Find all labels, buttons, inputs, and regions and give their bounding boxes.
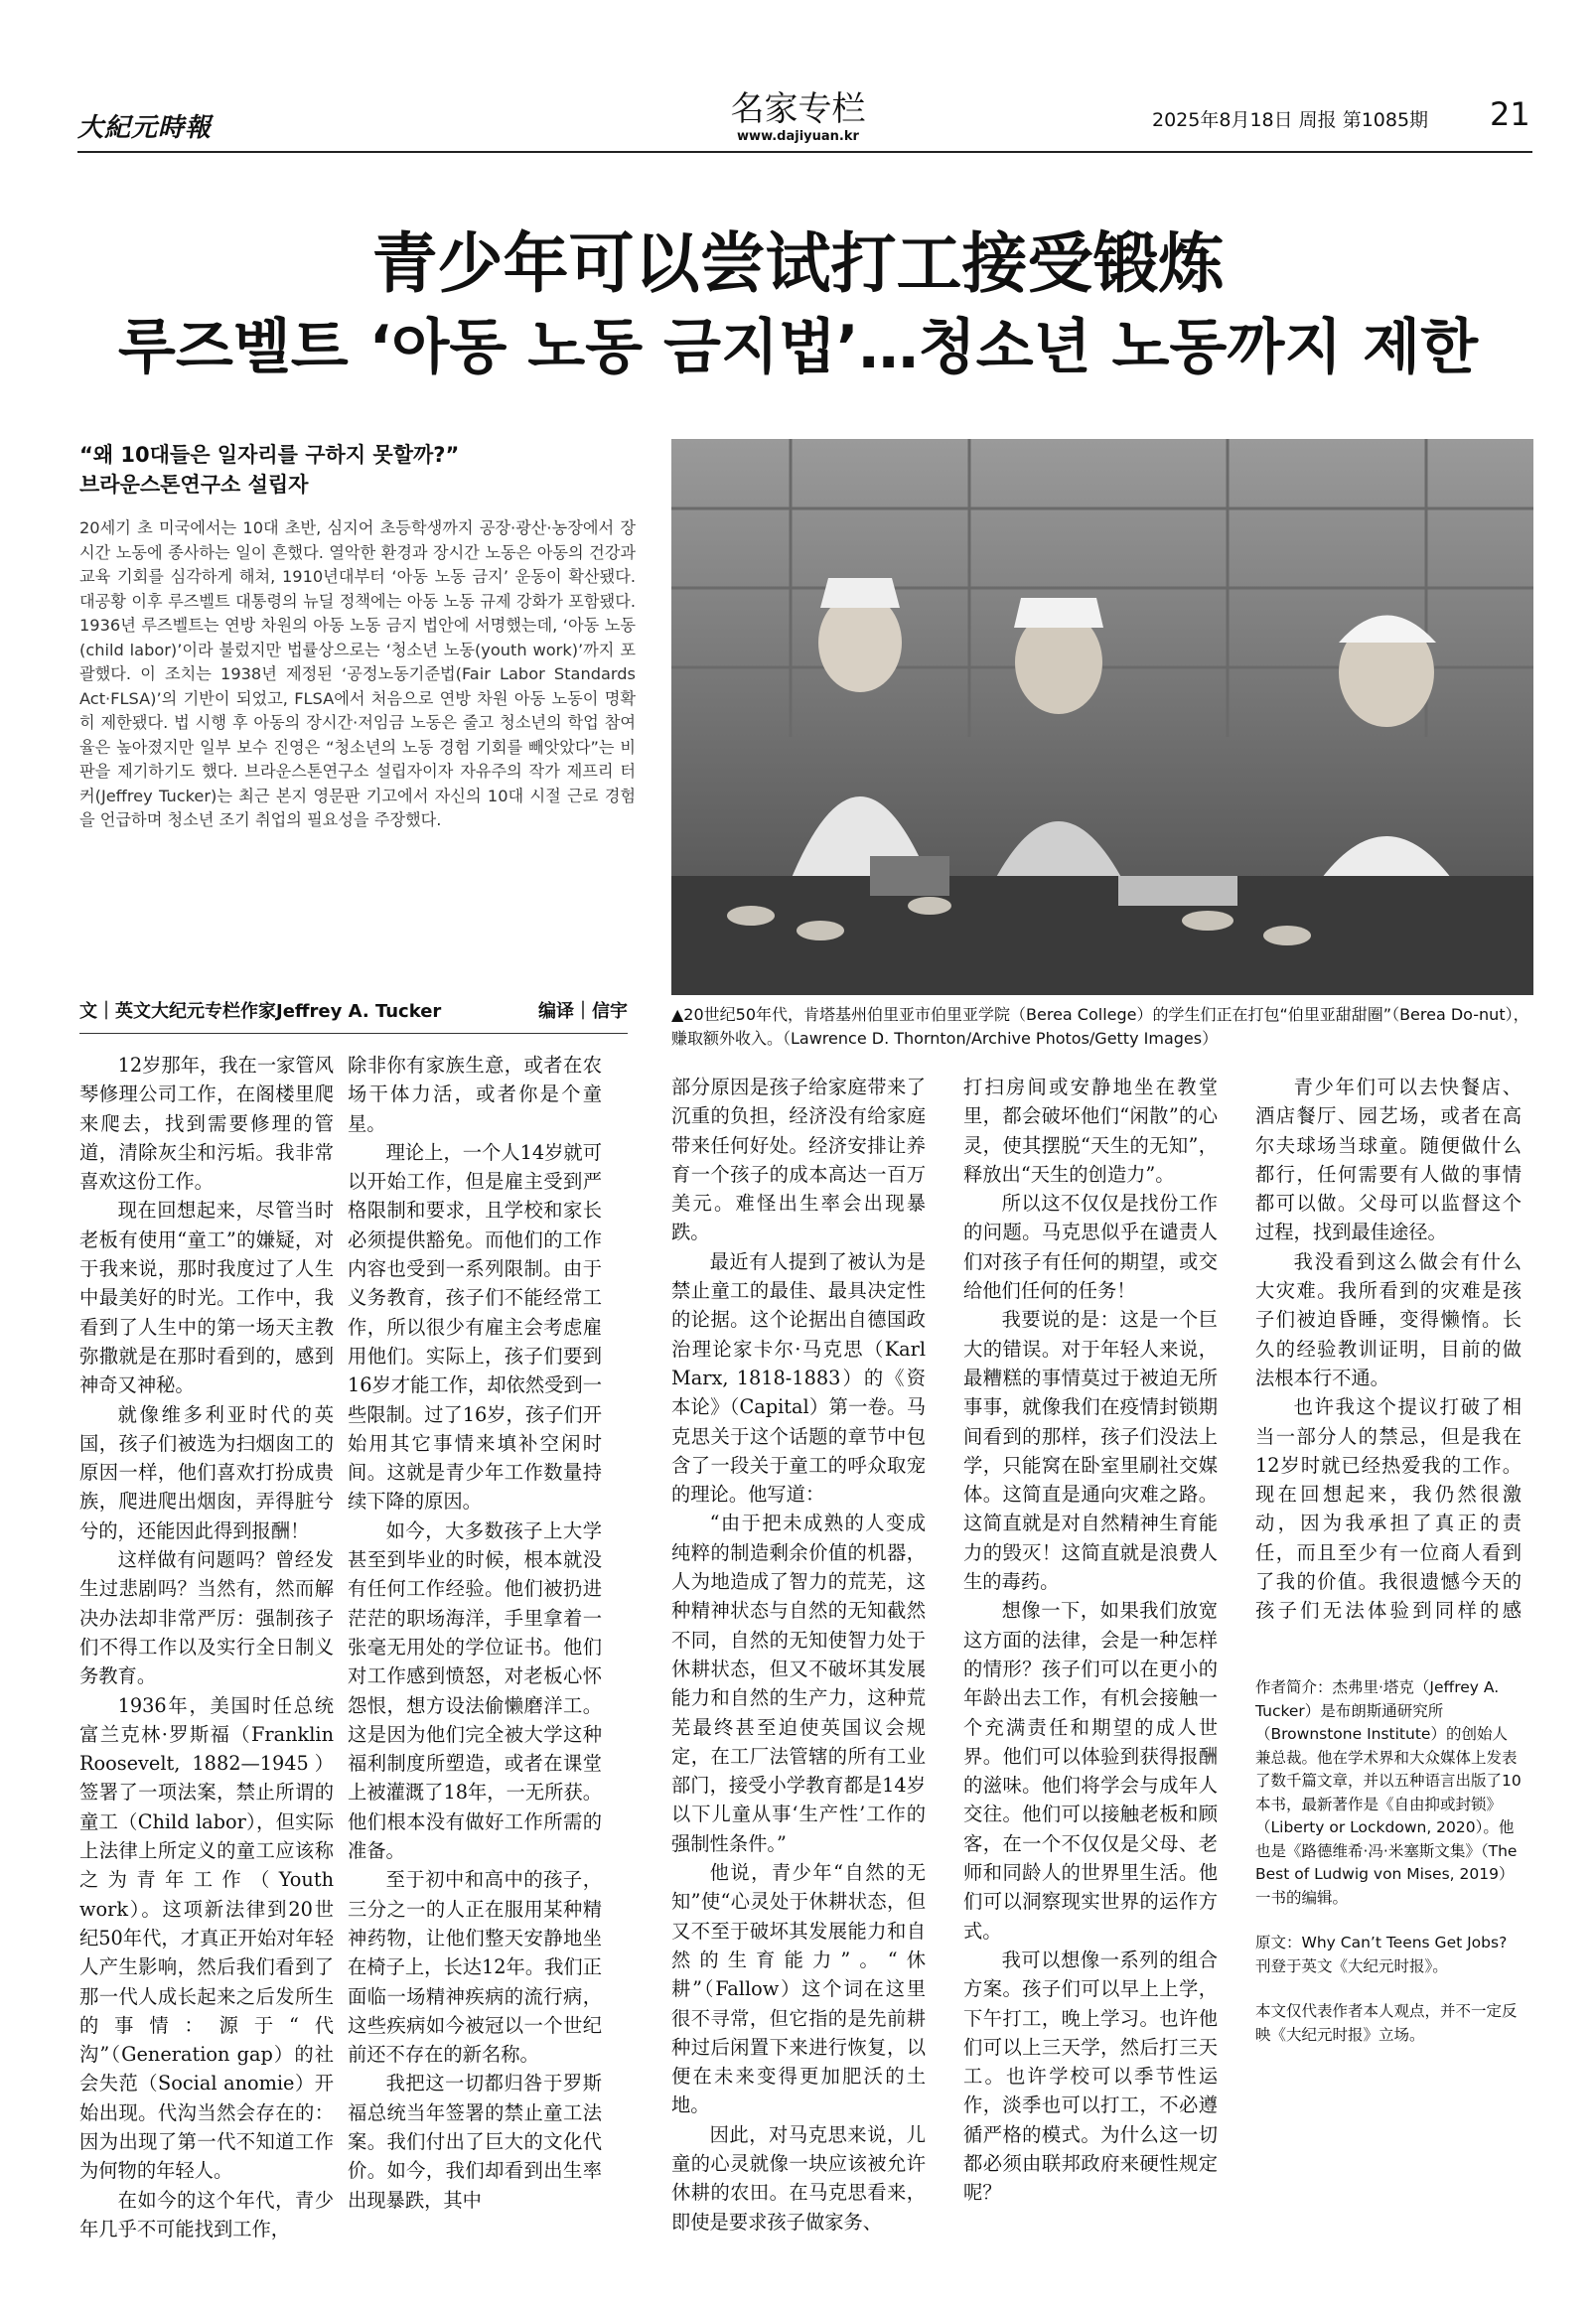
masthead-logo: 大紀元時報: [77, 113, 213, 143]
photo-students-packing-icon: [671, 439, 1533, 995]
summary-body: 20세기 초 미국에서는 10대 초반, 심지어 초등학생까지 공장·광산·농장에서 장시간 노동에 종사하는 일이 흔했다. 열악한 환경과 장시간 노동은 아동의 건강과 교육 기회를 심각하게 해쳐, 1910년대부터 ‘아동 노동 금지’ 운동이 확산됐다. 대공황 이후 루즈벨트 대통령의 뉴딜 정책에는 아동 노동 규제 강화가 포함됐다. 1936년 루즈벨트는 연방 차원의 아동 노동 금지 법안에 서명했는데, ‘아동 노동(child labor)’이라 불렀지만 법률상으로는 ‘청소년 노동(youth work)’까지 포괄했다. 이 조치는 1938년 제정된 ‘공정노동기준법(Fair Labor Standards Act·FLSA)’의 기반이 되었고, FLSA에서 처음으로 연방 차원 아동 노동이 명확히 제한됐다. 법 시행 후 아동의 장시간·저임금 노동은 줄고 청소년의 학업 참여율은 높아졌지만 일부 보수 진영은 “청소년의 노동 경험 기회를 빼앗았다”는 비판을 제기하기도 했다. 브라운스톤연구소 설립자이자 자유주의 작가 제프리 터커(Jeffrey Tucker)는 최근 본지 영문판 기고에서 자신의 10대 시절 근로 경험을 언급하며 청소년 조기 취업의 필요성을 주장했다.: [79, 518, 636, 829]
byline-author: 文｜英文大纪元专栏作家Jeffrey A. Tucker: [79, 1001, 442, 1022]
header-divider: [77, 151, 1532, 153]
site-url[interactable]: www.dajiyuan.kr: [737, 129, 859, 144]
article-column-3: [671, 1073, 926, 2282]
paragraph: 我要说的是：这是一个巨大的错误。对于年轻人来说，最糟糕的事情莫过于被迫无所事事，就像我们在疫情封锁期间看到的那样，孩子们没法上学，只能窝在卧室里刷社交媒体。这简直是通向灾难之路。这简直就是对自然精神生育能力的毁灭！这简直就是浪费人生的毒药。: [963, 1308, 1218, 1594]
summary-subtitle-2: 브라운스톤연구소 설립자: [79, 473, 309, 497]
paragraph: 这样做有问题吗？曾经发生过悲剧吗？当然有，然而解决办法却非常严厉：强制孩子们不得工作以及实行全日制义务教育。: [79, 1548, 334, 1688]
paragraph: 也许我这个提议打破了相当一部分人的禁忌，但是我在12岁时就已经热爱我的工作。现在回想起来，我仍然很激动，因为我承担了真正的责任，而且至少有一位商人看到了我的价值。我很遗憾今天的孩子们无法体验到同样的感: [1255, 1395, 1522, 1623]
disclaimer: 本文仅代表作者本人观点，并不一定反映《大纪元时报》立场。: [1255, 2002, 1518, 2044]
paragraph: 如今，大多数孩子上大学甚至到毕业的时候，根本就没有任何工作经验。他们被扔进茫茫的职场海洋，手里拿着一张毫无用处的学位证书。他们对工作感到愤怒，对老板心怀怨恨，想方设法偷懒磨洋工。这是因为他们完全被大学这种福利制度所塑造，或者在课堂上被灌溉了18年，一无所获。他们根本没有做好工作所需的准备。: [348, 1518, 602, 1863]
article-photo: [671, 439, 1533, 995]
paragraph: 1936年，美国时任总统富兰克林·罗斯福（Franklin Roosevelt, 1882—1945）签署了一项法案，禁止所谓的童工（Child labor），但实际上法律上所定义的童工应该称之为青年工作（Youth work）。这项新法律到20世纪50年代，才真正开始对年轻人产生影响，然后我们看到了那一代人成长起来之后发所生的事情：源于“代沟”（Generation gap）的社会失范（Social anomie）开始出现。代沟当然会存在的：因为出现了第一代不知道工作为何物的年轻人。: [79, 1693, 334, 2183]
headline-chinese: 青少年可以尝试打工接受锻炼: [371, 224, 1225, 302]
paragraph: 在如今的这个年代，青少年几乎不可能找到工作，: [79, 2188, 334, 2240]
byline: [79, 997, 628, 1023]
article-column-4: [963, 1073, 1218, 2282]
page-number: 21: [1490, 95, 1530, 133]
section-title: 名家专栏: [730, 89, 866, 129]
paragraph: 所以这不仅仅是找份工作的问题。马克思似乎在谴责人们对孩子有任何的期望，或交给他们任何的任务！: [963, 1192, 1218, 1303]
article-column-2: [348, 1051, 602, 2282]
paragraph: 因此，对马克思来说，儿童的心灵就像一块应该被允许休耕的农田。在马克思看来，即使是要求孩子做家务、: [671, 2122, 926, 2234]
paragraph: 他说，青少年“自然的无知”使“心灵处于休耕状态，但又不至于破坏其发展能力和自然的生育能力”。“休耕”（Fallow）这个词在这里很不寻常，但它指的是先前耕种过后闲置下来进行恢复，以便在未来变得更加肥沃的土地。: [671, 1861, 926, 2117]
paragraph: 现在回想起来，尽管当时老板有使用“童工”的嫌疑，对于我来说，那时我度过了人生中最美好的时光。工作中，我看到了人生中的第一场天主教弥撒就是在那时看到的，感到神奇又神秘。: [79, 1199, 334, 1397]
paragraph: 想像一下，如果我们放宽这方面的法律，会是一种怎样的情形？孩子们可以在更小的年龄出去工作，有机会接触一个充满责任和期望的成人世界。他们可以体验到获得报酬的滋味。他们将学会与成年人交往。他们可以接触老板和顾客，在一个不仅仅是父母、老师和同龄人的世界里生活。他们可以洞察现实世界的运作方式。: [963, 1599, 1218, 1943]
byline-divider: [79, 1033, 628, 1034]
paragraph: 我把这一切都归咎于罗斯福总统当年签署的禁止童工法案。我们付出了巨大的文化代价。如今，我们却看到出生率出现暴跌，其中: [348, 2072, 602, 2212]
paragraph: 部分原因是孩子给家庭带来了沉重的负担，经济没有给家庭带来任何好处。经济安排让养育一个孩子的成本高达一百万美元。难怪出生率会出现暴跌。: [671, 1076, 926, 1244]
paragraph: 12岁那年，我在一家管风琴修理公司工作，在阁楼里爬来爬去，找到需要修理的管道，清除灰尘和污垢。我非常喜欢这份工作。: [79, 1054, 334, 1194]
original-source: 原文：Why Can’t Teens Get Jobs?刊登于英文《大纪元时报》。: [1255, 1934, 1508, 1975]
paragraph: 除非你有家族生意，或者在农场干体力活，或者你是个童星。: [348, 1054, 602, 1135]
paragraph: 打扫房间或安静地坐在教堂里，都会破坏他们“闲散”的心灵，使其摆脱“天生的无知”，释放出“天生的创造力”。: [963, 1076, 1218, 1186]
paragraph: 我没看到这么做会有什么大灾难。我所看到的灾难是孩子们被迫昏睡，变得懒惰。长久的经验教训证明，目前的做法根本行不通。: [1255, 1249, 1522, 1389]
paragraph: 理论上，一个人14岁就可以开始工作，但是雇主受到严格限制和要求，且学校和家长必须提供豁免。而他们的工作内容也受到一系列限制。由于义务教育，孩子们不能经常工作，所以很少有雇主会考虑雇用他们。实际上，孩子们要到16岁才能工作，却依然受到一些限制。过了16岁，孩子们开始用其它事情来填补空闲时间。这就是青少年工作数量持续下降的原因。: [348, 1140, 602, 1514]
paragraph: “由于把未成熟的人变成纯粹的制造剩余价值的机器，人为地造成了智力的荒芜，这种精神状态与自然的无知截然不同，自然的无知使智力处于休耕状态，但又不破坏其发展能力和自然的生产力，这种荒芜最终甚至迫使英国议会规定，在工厂法管辖的所有工业部门，接受小学教育都是14岁以下儿童从事‘生产性’工作的强制性条件。”: [671, 1512, 926, 1855]
bio-text: 作者简介：杰弗里·塔克（Jeffrey A. Tucker）是布朗斯通研究所（Brownstone Institute）的创始人兼总裁。他在学术界和大众媒体上发表了数千篇文章，并以五种语言出版了10本书，最新著作是《自由抑或封锁》（Liberty or Lockdown, 2020）。他也是《路德维希·冯·米塞斯文集》（The Best of Ludwig von Mises, 2019）一书的编辑。: [1255, 1678, 1522, 1907]
issue-date: 2025年8月18日 周报 第1085期: [1152, 109, 1429, 131]
summary-subtitle: “왜 10대들은 일자리를 구하지 못할까?”: [79, 443, 460, 467]
paragraph: 最近有人提到了被认为是禁止童工的最佳、最具决定性的论据。这个论据出自德国政治理论家卡尔·马克思（Karl Marx, 1818-1883）的《资本论》（Capital）第一卷。马克思关于这个话题的章节中包含了一段关于童工的呼众取宠的理论。他写道：: [671, 1249, 926, 1507]
paragraph: 就像维多利亚时代的英国，孩子们被选为扫烟囱工的原因一样，他们喜欢打扮成贵族，爬进爬出烟囱，弄得脏兮兮的，还能因此得到报酬！: [79, 1402, 334, 1542]
author-bio: [1255, 1676, 1522, 2069]
article-column-1: [79, 1051, 334, 2282]
article-column-5: [1255, 1073, 1522, 1629]
paragraph: 至于初中和高中的孩子，三分之一的人正在服用某种精神药物，让他们整天安静地坐在椅子上，长达12年。我们正面临一场精神疾病的流行病，这些疾病如今被冠以一个世纪前还不存在的新名称。: [348, 1868, 602, 2067]
photo-caption: ▲20世纪50年代，肯塔基州伯里亚市伯里亚学院（Berea College）的学生们正在打包“伯里亚甜甜圈”（Berea Do-nut），赚取额外收入。（Lawrence D. Thornton/Archive Photos/Getty Images）: [671, 1005, 1529, 1048]
paragraph: 青少年们可以去快餐店、酒店餐厅、园艺场，或者在高尔夫球场当球童。随便做什么都行，任何需要有人做的事情都可以做。父母可以监督这个过程，找到最佳途径。: [1255, 1076, 1522, 1244]
byline-translator: 编译｜信宇: [538, 1001, 628, 1022]
paragraph: 我可以想像一系列的组合方案。孩子们可以早上上学，下午打工，晚上学习。也许他们可以上三天学，然后打三天工。也许学校可以季节性运作，淡季也可以打工，不必遵循严格的模式。为什么这一切都必须由联邦政府来硬性规定呢？: [963, 1948, 1218, 2205]
headline-korean: 루즈벨트 ‘아동 노동 금지법’…청소년 노동까지 제한: [117, 313, 1479, 382]
